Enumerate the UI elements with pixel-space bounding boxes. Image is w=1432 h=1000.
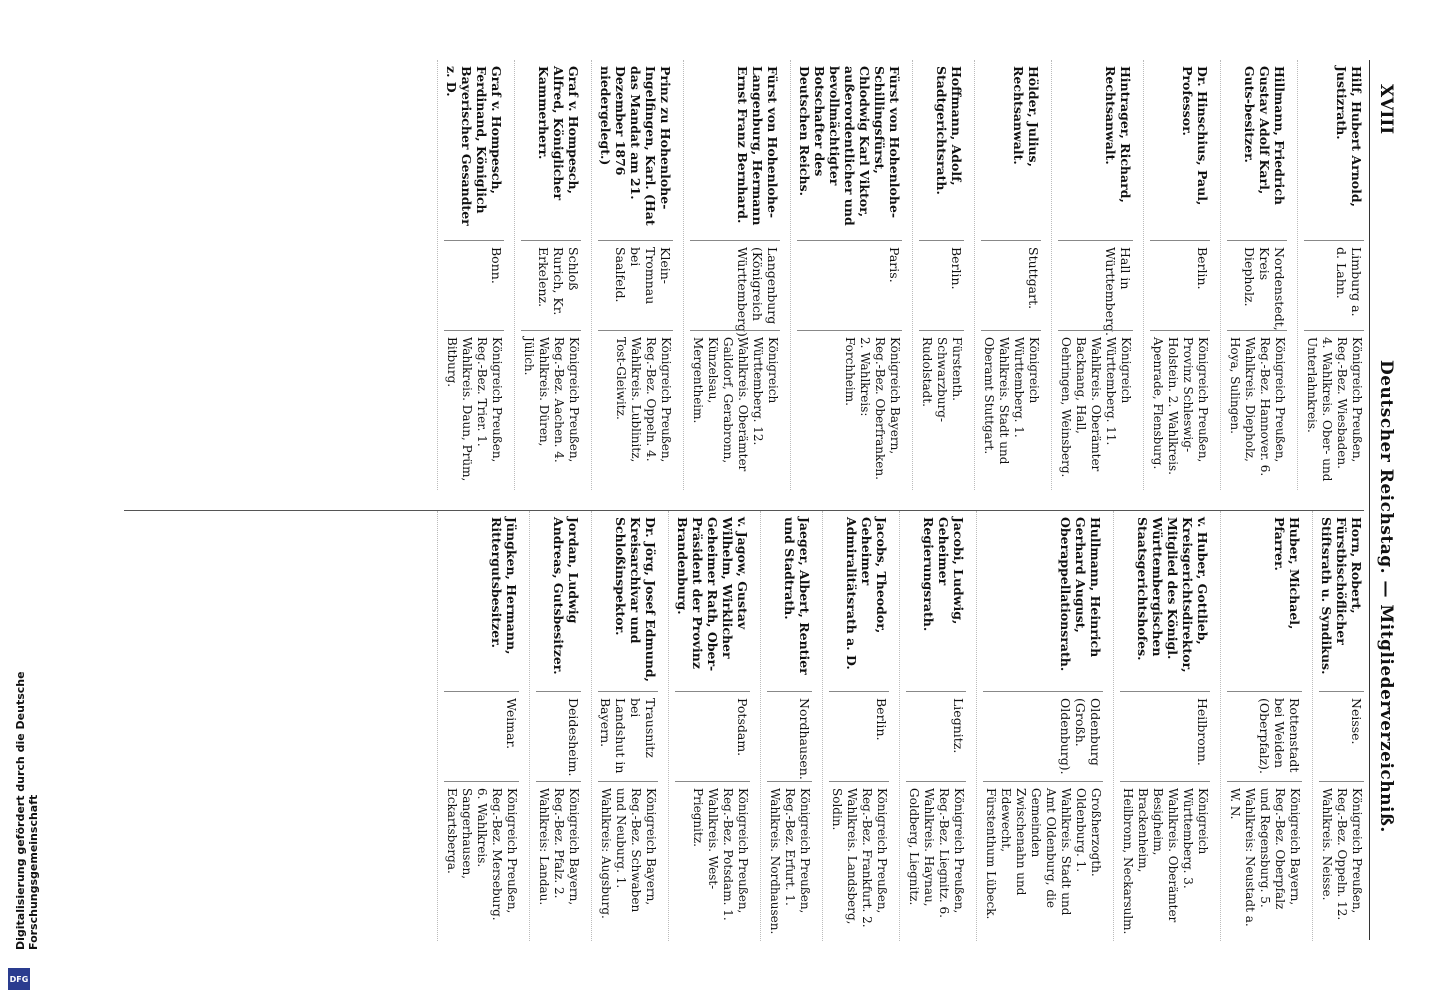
- member-name: Fürst von Hohenlohe-Langenburg, Hermann Ernst Franz Bernhard.: [735, 66, 780, 226]
- member-entry: [976, 511, 1103, 941]
- member-name: Fürst von Hohenlohe-Schillingsfürst, Chlodwig Karl Viktor, außerordentlicher und bevollmächtigter Botschafter des Deutschen Reichs.: [797, 66, 902, 226]
- rotated-page: [100, 60, 1400, 940]
- member-constituency: Königreich Bayern, Reg.-Bez. Oberpfalz und Regensburg. 5. Wahlkreis: Neustadt a. W. N.: [1227, 781, 1302, 941]
- page-title: Deutscher Reichstag. — Mitgliederverzeichniß.: [1376, 360, 1396, 833]
- member-residence: Schloß Rurich, Kr. Erkelenz.: [521, 240, 581, 330]
- member-residence: Potsdam.: [675, 691, 750, 781]
- member-residence: Bonn.: [444, 240, 504, 330]
- member-constituency: Königreich Preußen, Reg.-Bez. Frankfurt. 2. Wahlkreis. Landsberg, Soldin.: [829, 781, 889, 941]
- member-constituency: Königreich Preußen, Reg.-Bez. Aachen. 4. Wahlkreis. Düren, Jülich.: [521, 330, 581, 490]
- member-entry: [668, 511, 750, 941]
- member-name: Hilf, Hubert Arnold, Justizrath.: [1334, 66, 1364, 207]
- member-constituency: Königreich Preußen, Reg.-Bez. Wiesbaden. 4. Wahlkreis. Ober- und Unterlahnkreis.: [1304, 330, 1364, 490]
- digitization-credit: Digitalisierung gefördert durch die Deutsche Forschungsgemeinschaft: [14, 671, 40, 950]
- member-entry: [591, 60, 673, 490]
- member-name: Hullmann, Heinrich Gerhard August, Oberappellationsrath.: [1058, 517, 1103, 672]
- member-residence: Nordhausen.: [767, 691, 812, 781]
- member-name: Jaeger, Albert, Rentier und Stadtrath.: [782, 517, 812, 675]
- member-residence: Paris.: [797, 240, 902, 330]
- member-residence: Oldenburg (Großh. Oldenburg).: [983, 691, 1103, 781]
- member-residence: Deidesheim.: [536, 691, 581, 781]
- member-residence: Liegnitz.: [906, 691, 966, 781]
- member-name: Graf v. Hompesch, Alfred, Königlicher Kammerherr.: [536, 66, 581, 201]
- member-entry: [790, 60, 902, 490]
- member-name: Hoffmann, Adolf, Stadtgerichtsrath.: [934, 66, 964, 195]
- member-entry: [1051, 60, 1133, 490]
- member-constituency: Königreich Preußen, Reg.-Bez. Liegnitz. 6. Wahlkreis. Haynau, Goldberg, Liegnitz.: [906, 781, 966, 941]
- member-name: Hintrager, Richard, Rechtsanwalt.: [1103, 66, 1133, 203]
- member-residence: Berlin.: [919, 240, 964, 330]
- member-name: Graf v. Hompesch, Ferdinand, Königlich Bayerischer Gesandter z. D.: [444, 66, 504, 226]
- member-entry: [974, 60, 1041, 490]
- member-name: Jacobi, Ludwig, Geheimer Regierungsrath.: [921, 517, 966, 632]
- member-entry: [1220, 511, 1302, 941]
- member-entry: [1297, 60, 1364, 490]
- member-constituency: Königreich Württemberg. 11. Wahlkreis. Oberämter Backnang, Hall, Oehringen, Weinsberg.: [1058, 330, 1133, 490]
- member-name: Prinz zu Hohenlohe-Ingelfingen, Karl. (Hat das Mandat am 21. Dezember 1876 niedergelegt.): [598, 66, 673, 226]
- member-name: Hillmann, Friedrich Gustav Adolf Karl, Guts-besitzer.: [1242, 66, 1287, 205]
- member-entry: [1113, 511, 1210, 941]
- member-constituency: Königreich Preußen, Reg.-Bez. Erfurt. 1. Wahlkreis. Nordhausen.: [767, 781, 812, 941]
- header-rule: [1369, 60, 1370, 940]
- member-constituency: Königreich Preußen, Reg.-Bez. Oppeln. 12. Wahlkreis. Neisse.: [1319, 781, 1364, 941]
- member-name: Jacobs, Theodor, Geheimer Admiralitätsrath a. D.: [844, 517, 889, 670]
- member-entry: [1220, 60, 1287, 490]
- member-entry: [760, 511, 812, 941]
- member-constituency: Königreich Preußen, Provinz Schleswig-Holstein. 2. Wahlkreis. Apenrade, Flensburg.: [1150, 330, 1210, 490]
- member-entry: [591, 511, 658, 941]
- member-entry: [899, 511, 966, 941]
- member-residence: Trausnitz bei Landshut in Bayern.: [598, 691, 658, 781]
- member-residence: Neisse.: [1319, 691, 1364, 781]
- member-constituency: Königreich Preußen, Reg.-Bez. Potsdam. 1. Wahlkreis. West-Priegnitz.: [675, 781, 750, 941]
- member-entry: [683, 60, 780, 490]
- member-residence: Heilbronn.: [1120, 691, 1210, 781]
- member-residence: Limburg a. d. Lahn.: [1304, 240, 1364, 330]
- right-column: [124, 510, 1364, 941]
- member-entry: [514, 60, 581, 490]
- member-residence: Langenburg (Königreich Württemberg).: [690, 240, 780, 330]
- member-constituency: Königreich Preußen, Reg.-Bez. Oppeln. 4. Wahlkreis. Lublinitz, Tost-Gleiwitz.: [598, 330, 673, 490]
- member-name: v. Jagow, Gustav Wilhelm, Wirklicher Geheimer Rath, Ober-Präsident der Provinz Brandenburg.: [675, 517, 750, 672]
- member-residence: Berlin.: [829, 691, 889, 781]
- member-constituency: Großherzogth. Oldenburg. 1. Wahlkreis. Stadt und Amt Oldenburg, die Gemeinden Zwischenahn und Edewecht, Fürstenthum Lübeck.: [983, 781, 1103, 941]
- member-constituency: Königreich Bayern, Reg.-Bez. Oberfranken. 2. Wahlkreis: Forchheim.: [797, 330, 902, 490]
- member-constituency: Königreich Preußen, Reg.-Bez. Trier. 1. Wahlkreis. Daun, Prüm, Bitburg.: [444, 330, 504, 490]
- member-constituency: Königreich Bayern, Reg.-Bez. Pfalz. 2. Wahlkreis: Landau.: [536, 781, 581, 941]
- member-name: Dr. Hinschius, Paul, Professor.: [1180, 66, 1210, 206]
- member-entry: [529, 511, 581, 941]
- member-entry: [822, 511, 889, 941]
- member-constituency: Königreich Bayern, Reg.-Bez. Schwaben und Neuburg. 1. Wahlkreis: Augsburg.: [598, 781, 658, 941]
- left-column: [124, 60, 1364, 490]
- member-name: Huber, Michael, Pfarrer.: [1272, 517, 1302, 630]
- member-residence: Hall in Württemberg.: [1058, 240, 1133, 330]
- member-entry: [437, 60, 504, 490]
- member-entry: [437, 511, 519, 941]
- member-name: Jüngken, Hermann, Rittergutsbesitzer.: [489, 517, 519, 655]
- member-entry: [1143, 60, 1210, 490]
- member-residence: Weimar.: [444, 691, 519, 781]
- page-number: XVIII: [1376, 84, 1396, 135]
- member-residence: Rottenstadt bei Weiden (Oberpfalz).: [1227, 691, 1302, 781]
- page-header: [1370, 60, 1400, 940]
- member-name: Horn, Robert, Fürstbischöflicher Stiftsrath u. Syndikus.: [1319, 517, 1364, 675]
- member-residence: Nordenstedt, Kreis Diepholz.: [1227, 240, 1287, 330]
- member-constituency: Königreich Württemberg. 12. Wahlkreis. Oberämter Gaildorf, Gerabronn, Künzelsau, Mergentheim.: [690, 330, 780, 490]
- member-constituency: Königreich Württemberg. 1. Wahlkreis. Stadt und Oberamt Stuttgart.: [981, 330, 1041, 490]
- member-constituency: Fürstenth. Schwarzburg-Rudolstadt.: [919, 330, 964, 490]
- member-constituency: Königreich Württemberg. 3. Wahlkreis. Oberämter Besigheim, Brackenheim, Heilbronn, Neckarsulm.: [1120, 781, 1210, 941]
- member-constituency: Königreich Preußen, Reg.-Bez. Hannover. 6. Wahlkreis. Diepholz, Hoya, Sulingen.: [1227, 330, 1287, 490]
- member-constituency: Königreich Preußen, Reg.-Bez. Merseburg. 6. Wahlkreis. Sangerhausen, Eckartsberga.: [444, 781, 519, 941]
- member-residence: Klein-Tromnau bei Saalfeld.: [598, 240, 673, 330]
- member-entry: [1312, 511, 1364, 941]
- member-residence: Stuttgart.: [981, 240, 1041, 330]
- member-name: Hölder, Julius, Rechtsanwalt.: [1011, 66, 1041, 167]
- member-residence: Berlin.: [1150, 240, 1210, 330]
- member-name: Jordan, Ludwig Andreas, Gutsbesitzer.: [551, 517, 581, 675]
- member-name: v. Huber, Gottlieb, Kreisgerichtsdirektor, Mitglied des Königl. Württembergischen Staatsgerichtshofes.: [1135, 517, 1210, 673]
- member-entry: [912, 60, 964, 490]
- dfg-logo: DFG: [8, 968, 30, 990]
- member-name: Dr. Jörg, Josef Edmund, Kreisarchivar und Schloßinspektor.: [613, 517, 658, 682]
